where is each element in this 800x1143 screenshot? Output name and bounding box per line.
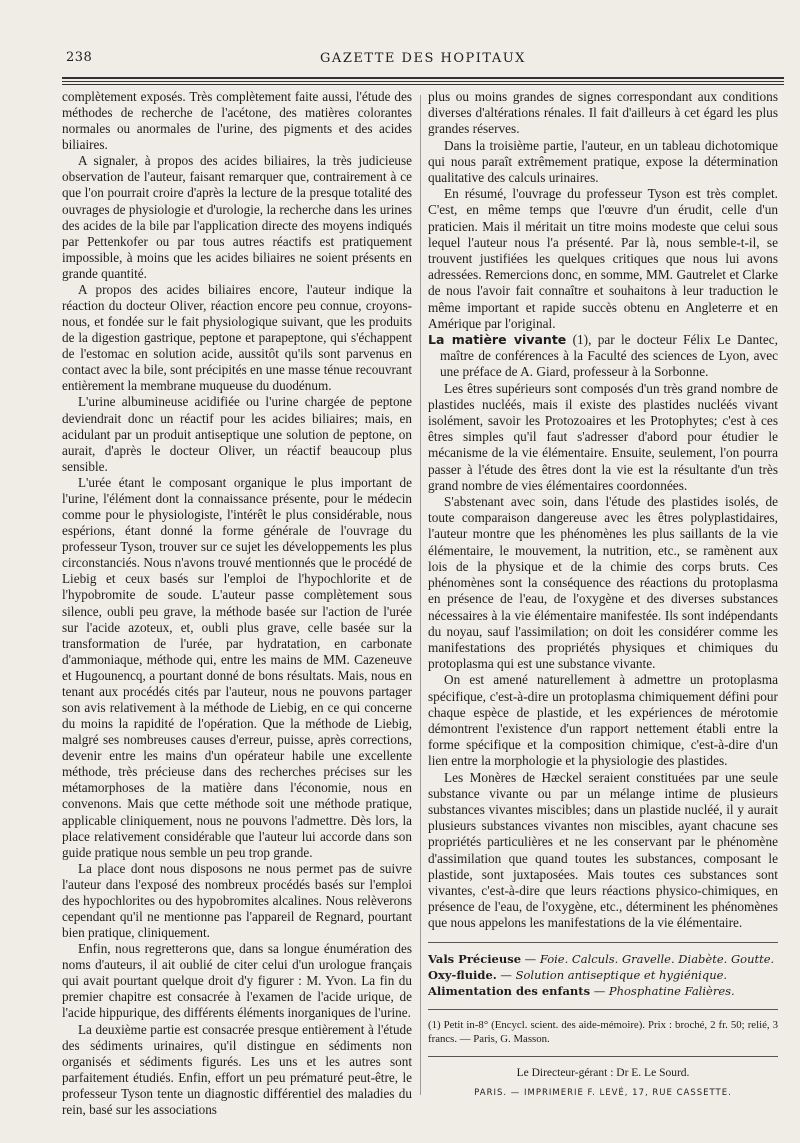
advertisements: [428, 951, 778, 999]
column-divider: [420, 95, 421, 1095]
paragraph: En résumé, l'ouvrage du professeur Tyson est très complet. C'est, en même temps que l'œuvre d'un érudit, celle d'un praticien. Mais il méritait un titre moins modeste que celui sous lequel l'auteur nous l'a présenté. Par là, nous semble-t-il, se trouvent justifiées les quelques critiques que nous lui avons adressées. Remercions donc, en somme, MM. Gautrelet et Clarke de nous l'avoir fait connaître et souhaitons à leur traduction le même important et rapide succès obtenu en Angleterre et en Amérique par l'original.: [428, 186, 778, 331]
ad-line: Vals Précieuse — Foie. Calculs. Gravelle. Diabète. Goutte.: [428, 951, 775, 966]
paragraph: Les Monères de Hæckel seraient constituées par une seule substance vivante ou par un mélange intime de plusieurs substances vivantes miscibles; dans un plastide nucléé, il y aurait plusieurs substances vivantes non miscibles, ayant chacune ses propriétés particulières et ne les conservant par le phénomène d'assimilation que quand toutes les substances, composant le plastide, sont juxtaposées. Mais toutes ces substances sont vivantes, c'est-à-dire que leurs réactions physico-chimiques, en présence de l'eau, de l'oxygène, etc., déterminent les phénomènes que nous appelons les manifestations de la vie élémentaire.: [428, 769, 778, 931]
page-header: [62, 46, 784, 70]
paragraph: La deuxième partie est consacrée presque entièrement à l'étude des sédiments urinaires, qu'il distingue en sédiments non organisés et sédiments figurés. Les uns et les autres sont parfaitement étudiés. Enfin, effort un peu prématuré peut-être, le professeur Tyson tente un diagnostic différentiel des maladies du rein, basé sur les associations: [62, 1021, 412, 1117]
footnote-rule: [428, 1056, 778, 1057]
paragraph: Les êtres supérieurs sont composés d'un très grand nombre de plastides nucléés, mais il existe des plastides nucléés vivant isolément, savoir les Protozoaires et les Protophytes; c'est à ces êtres simples qu'il faut s'adresser d'abord pour étudier le mécanisme de la vie élémentaire. Ensuite, seulement, l'on pourra passer à l'étude des êtres dont la vie est la résultante d'un très grand nombre de vies élémentaires coordonnées.: [428, 380, 778, 493]
paragraph: S'abstenant avec soin, dans l'étude des plastides isolés, de toute comparaison dangereuse avec les êtres polyplastidaires, l'auteur montre que les phénomènes les plus saillants de la vie élémentaire, le mouvement, la nutrition, etc., se ramènent aux lois de la physique et de la chimie des corps bruts. Ces phénomènes sont la conséquence des réactions du protoplasma en présence de l'eau, de l'oxygène et des diverses substances nécessaires à la vie élémentaire manifestée. Ils sont indépendants du noyau, sauf l'assimilation; on doit les considérer comme les manifestations des propriétés physiques et chimiques du protoplasma qui est une substance vivante.: [428, 494, 778, 672]
paragraph: On est amené naturellement à admettre un protoplasma spécifique, c'est-à-dire un protoplasma chimiquement défini pour chaque espèce de plastide, et les expériences de mérotomie démontrent l'existence d'un rapport nettement établi entre la forme spécifique et la composition chimique, c'est-à-dire d'un lien entre la morphologie et la physiologie des plastides.: [428, 672, 778, 769]
book-review-heading: [428, 332, 778, 381]
right-column: [428, 89, 778, 1101]
paragraph: L'urée étant le composant organique le plus important de l'urine, l'élément dont la connaissance présente, pour le médecin comme pour le physiologiste, l'intérêt le plus considérable, nous espérions, étant donné la forme générale de l'ouvrage du professeur Tyson, trouver sur ce sujet les développements les plus circonstanciés. Nous n'avons trouvé mentionnés que le procédé de Liebig et ceux basés sur l'emploi de l'hypochlorite et de l'hypobromite de soude. L'auteur passe complètement sous silence, oubli peu grave, la méthode basée sur l'action de l'urée sur l'acide azoteux, et, oubli plus grave, celle basée sur la transformation de l'urée, par hydratation, en carbonate d'ammoniaque, méthode qui, entre les mains de MM. Cazeneuve et Hugounencq, a pourtant donné de bons résultats. Mais, nous en tenant aux procédés cités par l'auteur, nous ne pouvons partager son avis relativement à la méthode de Liebig, en ce qui concerne du moins la rapidité de l'opération. Que la méthode de Liebig, malgré ses nombreuses causes d'erreur, puisse, après corrections, devenir entre les mains d'un opérateur habile une excellente méthode, très précieuse dans des recherches précises sur les métamorphoses de la matière dans l'économie, nous en convenons. Mais que cette méthode soit une méthode pratique, applicable cliniquement, nous ne pouvons l'admettre. Dès lors, la place relativement considérable que l'auteur lui accorde dans son guide pratique nous semble un peu trop grande.: [62, 474, 412, 860]
book-details: (1), par le docteur Félix Le Dantec, maître de conférences à la Faculté des sciences de Lyon, avec une préface de A. Giard, professeur à la Sorbonne.: [440, 332, 778, 380]
ad-line: Alimentation des enfants — Phosphatine Falières.: [428, 983, 735, 998]
book-title: La matière vivante: [428, 332, 567, 348]
paragraph: Enfin, nous regretterons que, dans sa longue énumération des noms d'auteurs, il ait oublié de citer celui d'un urologue français qui avait pourtant quelque droit d'y figurer : M. Yvon. La fin du premier chapitre est consacrée à l'examen de l'acide urique, de l'acide hippurique, des différents éléments inorganiques de l'urine.: [62, 941, 412, 1021]
header-rule-thick: [62, 77, 784, 79]
ads-rule-top: [428, 942, 778, 943]
paragraph: La place dont nous disposons ne nous permet pas de suivre l'auteur dans l'exposé des nombreux procédés basés sur l'emploi des hypochlorites ou des hypobromites alcalines. Nous relèverons cependant qu'il ne mentionne pas l'appareil de Regnard, pourtant bien pratique, cliniquement.: [62, 860, 412, 941]
director-line: Le Directeur-gérant : Dr E. Le Sourd.: [516, 1066, 690, 1079]
paragraph: A propos des acides biliaires encore, l'auteur indique la réaction du docteur Oliver, réaction encore peu connue, croyons-nous, et fondée sur le fait physiologique suivant, que les produits de la digestion gastrique, peptone et parapeptone, qui s'échappent de l'estomac en solution acide, aussitôt qu'ils sont parvenus en contact avec la bile, sont précipités en une masse ténue recouvrant entièrement la membrane muqueuse du duodénum.: [62, 281, 412, 394]
printer-line: PARIS. — IMPRIMERIE F. LEVÉ, 17, RUE CASSETTE.: [474, 1087, 732, 1098]
ad-line: Oxy-fluide. — Solution antiseptique et hygiénique.: [428, 967, 728, 982]
header-rule-thin-2: [62, 84, 784, 85]
paragraph: complètement exposés. Très complètement faite aussi, l'étude des méthodes de recherche de l'acétone, des matières colorantes normales ou anormales de l'urine, des pigments et des acides biliaires.: [62, 89, 412, 153]
paragraph: Dans la troisième partie, l'auteur, en un tableau dichotomique qui nous paraît extrêmement pratique, expose la détermination qualitative des calculs urinaires.: [428, 137, 778, 186]
page-number: 238: [66, 50, 93, 65]
footnote: (1) Petit in-8° (Encycl. scient. des aide-mémoire). Prix : broché, 2 fr. 50; relié, 3 francs. — Paris, G. Masson.: [428, 1018, 778, 1045]
paragraph: A signaler, à propos des acides biliaires, la très judicieuse observation de l'auteur, faisant remarquer que, contrairement à ce que l'on pourrait croire d'après la lecture de la presque totalité des ouvrages de physiologie et d'urologie, la recherche dans les urines des acides de la bile par l'application directe des moyens indiqués par Pettenkofer ou par tous autres réactifs est pratiquement impossible, à moins que les acides biliaires ne soient présents en grande quantité.: [62, 153, 412, 281]
header-rule-thin: [62, 81, 784, 82]
paragraph: plus ou moins grandes de signes correspondant aux conditions diverses d'altérations rénales. Il fait d'ailleurs à cet égard les plus grandes réserves.: [428, 89, 778, 137]
ads-rule-bottom: [428, 1009, 778, 1010]
journal-title: GAZETTE DES HOPITAUX: [320, 51, 526, 66]
left-column: [62, 89, 412, 1118]
paragraph: L'urine albumineuse acidifiée ou l'urine chargée de peptone deviendrait donc un réactif pour les acides biliaires; mais, en acidulant par un produit antiseptique une solution de peptone, on aurait, d'après le docteur Oliver, un réactif beaucoup plus sensible.: [62, 394, 412, 474]
